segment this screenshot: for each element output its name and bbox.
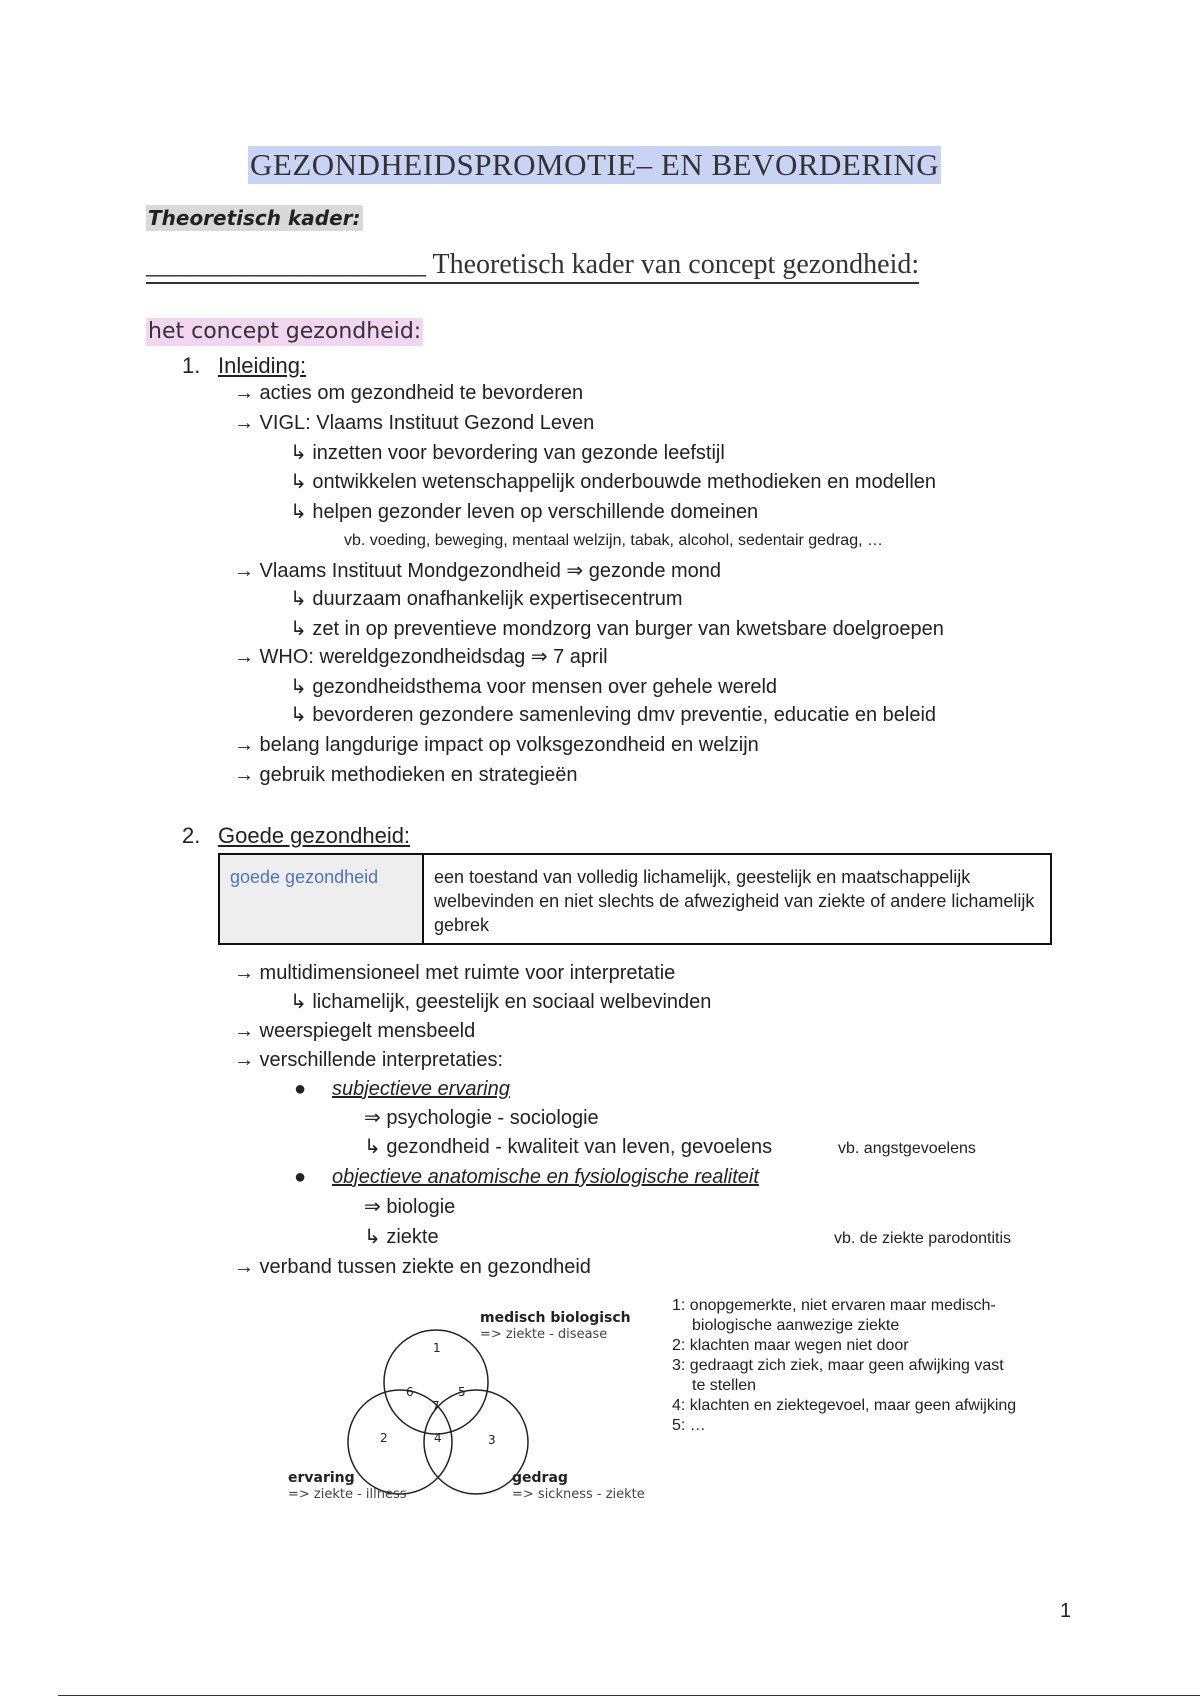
venn-legend	[672, 1296, 1016, 1436]
list-item: ↳ inzetten voor bevordering van gezonde leefstijl	[290, 442, 725, 464]
concept-label: het concept gezondheid:	[148, 319, 422, 344]
list-item: ↳ zet in op preventieve mondzorg van burger van kwetsbare doelgroepen	[290, 618, 944, 640]
region-3: 3	[488, 1433, 496, 1447]
definition-text: een toestand van volledig lichamelijk, geestelijk en maatschappelijk welbevinden en niet slechts de afwezigheid van ziekte of andere lichamelijk gebrek	[434, 867, 1035, 935]
section-1-heading	[182, 352, 306, 380]
list-item: ↳ helpen gezonder leven op verschillende domeinen	[290, 501, 759, 523]
example-note: vb. voeding, beweging, mentaal welzijn, tabak, alcohol, sedentair gedrag, …	[344, 532, 883, 549]
region-2: 2	[380, 1431, 388, 1445]
bullet-label: objectieve anatomische en fysiologische realiteit	[332, 1166, 759, 1188]
bullet-dot: ●	[294, 1078, 307, 1100]
list-item: → VIGL: Vlaams Instituut Gezond Leven	[234, 412, 595, 434]
list-item: → gebruik methodieken en strategieën	[234, 764, 578, 786]
section-2-heading	[182, 822, 410, 850]
venn-left-sub: => ziekte - illness	[288, 1487, 407, 1502]
list-item: ↳ duurzaam onafhankelijk expertisecentrum	[290, 588, 683, 610]
legend-item: 2: klachten maar wegen niet door	[672, 1337, 909, 1354]
list-item: → weerspiegelt mensbeeld	[234, 1020, 476, 1042]
list-item: → verschillende interpretaties:	[234, 1049, 504, 1071]
list-item: ⇒ biologie	[364, 1196, 456, 1218]
page-number: 1	[1060, 1600, 1072, 1622]
region-1: 1	[433, 1341, 441, 1355]
legend-item: 3: gedraagt zich ziek, maar geen afwijking vast	[672, 1357, 1004, 1374]
legend-item: 4: klachten en ziektegevoel, maar geen afwijking	[672, 1397, 1017, 1414]
region-7: 7	[432, 1399, 440, 1413]
legend-item: biologische aanwezige ziekte	[692, 1317, 900, 1334]
list-item: ↳ gezondheidsthema voor mensen over gehele wereld	[290, 676, 778, 698]
list-item: → multidimensioneel met ruimte voor interpretatie	[234, 962, 676, 984]
kader-label: Theoretisch kader:	[148, 206, 361, 230]
example-note: vb. angstgevoelens	[838, 1140, 976, 1157]
list-item: ↳ ziekte	[364, 1226, 439, 1248]
venn-diagram	[280, 1300, 660, 1520]
legend-item: 5: …	[672, 1417, 706, 1434]
venn-top-sub: => ziekte - disease	[480, 1327, 608, 1342]
region-4: 4	[434, 1431, 442, 1445]
document-title: GEZONDHEIDSPROMOTIE– EN BEVORDERING	[250, 147, 940, 182]
list-item: → Vlaams Instituut Mondgezondheid ⇒ gezonde mond	[234, 560, 722, 582]
definition-term: goede gezondheid	[220, 855, 424, 943]
list-item: → verband tussen ziekte en gezondheid	[234, 1256, 591, 1278]
list-item: ⇒ psychologie - sociologie	[364, 1107, 599, 1129]
list-item: ↳ lichamelijk, geestelijk en sociaal welbevinden	[290, 991, 712, 1013]
venn-right-sub: => sickness - ziekte	[512, 1487, 645, 1502]
list-item: ↳ ontwikkelen wetenschappelijk onderbouwde methodieken en modellen	[290, 471, 937, 493]
legend-item: te stellen	[692, 1377, 757, 1394]
venn-right-label: gedrag	[512, 1470, 568, 1486]
bullet-item	[294, 1164, 759, 1190]
bullet-label: subjectieve ervaring	[332, 1078, 510, 1100]
section-subtitle: ____________________ Theoretisch kader van concept gezondheid:	[146, 248, 919, 284]
section-1-title: Inleiding:	[218, 353, 307, 378]
footer-divider	[58, 1695, 1200, 1696]
bullet-dot: ●	[294, 1166, 307, 1188]
region-5: 5	[458, 1385, 466, 1399]
example-note: vb. de ziekte parodontitis	[834, 1230, 1011, 1247]
list-item: ↳ gezondheid - kwaliteit van leven, gevoelens	[364, 1136, 773, 1158]
definition-table	[218, 853, 1052, 945]
section-2-number: 2.	[182, 823, 201, 848]
section-1-number: 1.	[182, 353, 201, 378]
list-item: → belang langdurige impact op volksgezondheid en welzijn	[234, 734, 759, 756]
venn-left-label: ervaring	[288, 1470, 355, 1486]
bullet-item	[294, 1076, 510, 1102]
section-2-title: Goede gezondheid:	[218, 823, 411, 848]
region-6: 6	[406, 1385, 414, 1399]
venn-top-label: medisch biologisch	[480, 1310, 631, 1326]
list-item: ↳ bevorderen gezondere samenleving dmv preventie, educatie en beleid	[290, 704, 937, 726]
list-item: → acties om gezondheid te bevorderen	[234, 382, 584, 404]
list-item: → WHO: wereldgezondheidsdag ⇒ 7 april	[234, 646, 608, 668]
legend-item: 1: onopgemerkte, niet ervaren maar medisch-	[672, 1297, 996, 1314]
